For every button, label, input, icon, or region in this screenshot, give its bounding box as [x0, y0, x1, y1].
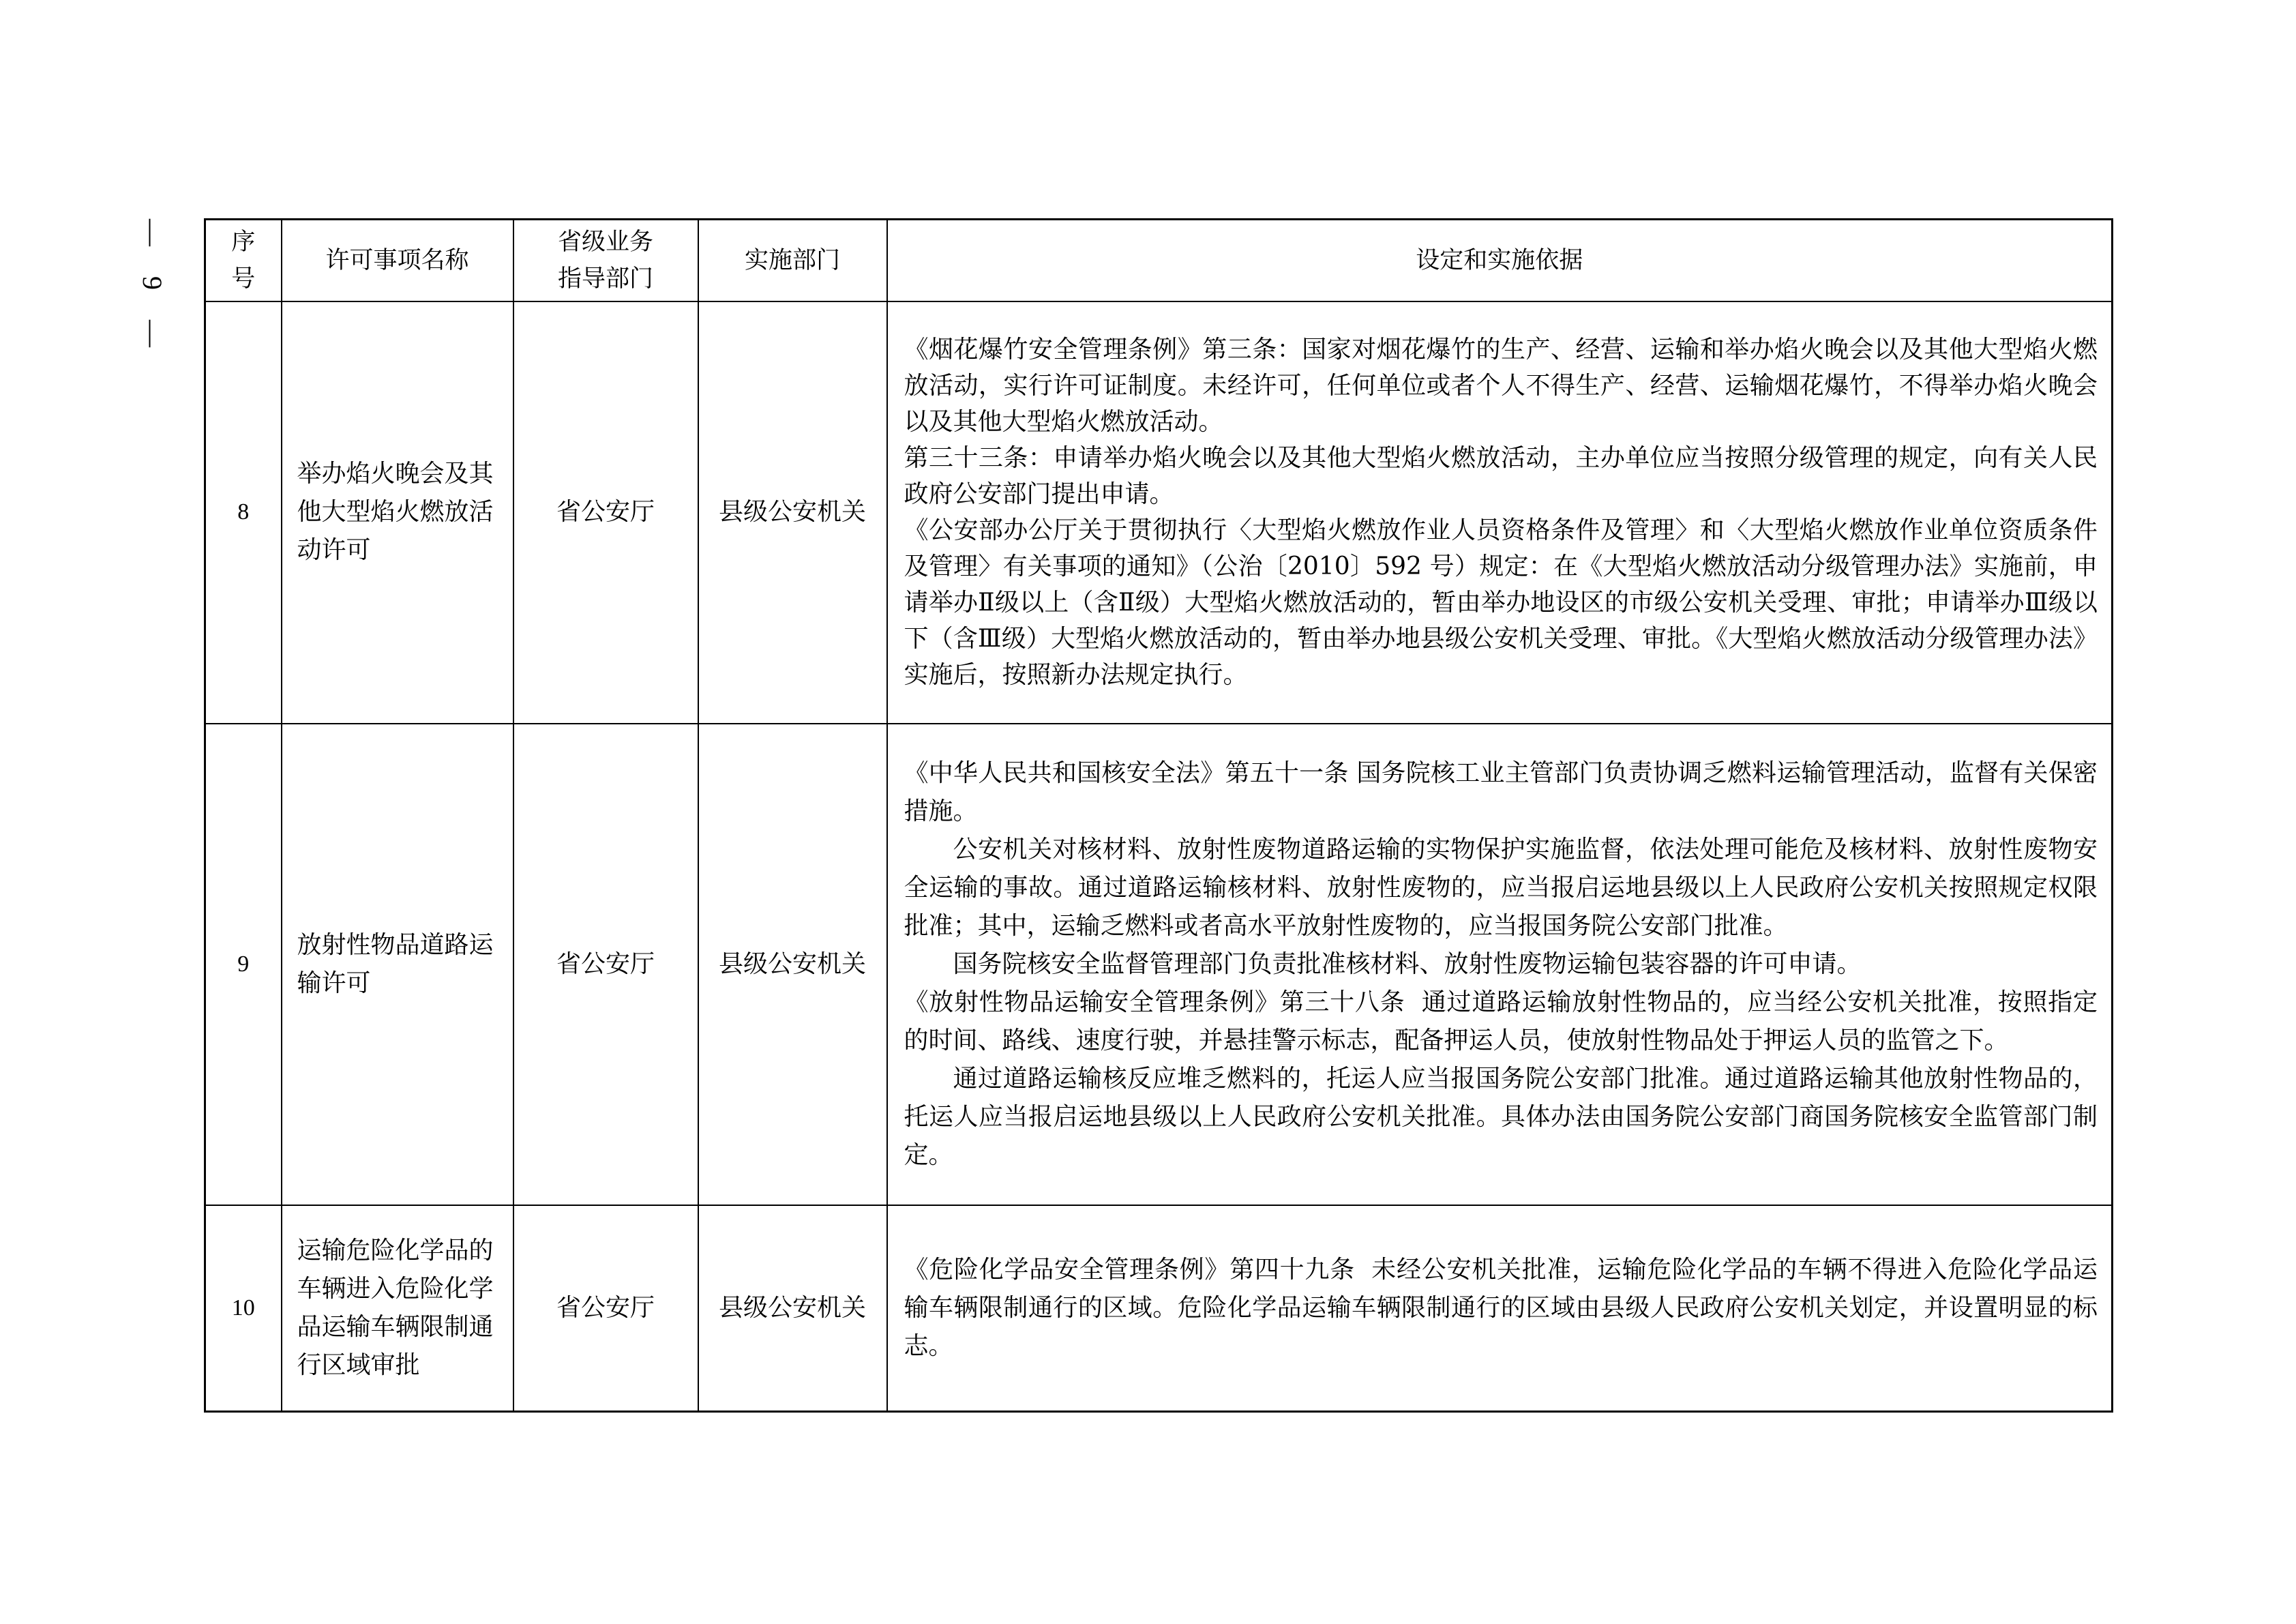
- basis-paragraph: 通过道路运输核反应堆乏燃料的，托运人应当报国务院公安部门批准。通过道路运输其他放射性物品的，托运人应当报启运地县级以上人民政府公安机关批准。具体办法由国务院公安部门商国务院核安全监管部门制定。: [904, 1064, 2098, 1169]
- serial-number: 8: [237, 499, 250, 525]
- guidance-dept-cell: [513, 724, 698, 1205]
- header-permit-name-label: 许可事项名称: [325, 246, 469, 274]
- basis-paragraph: 《公安部办公厅关于贯彻执行〈大型焰火燃放作业人员资格条件及管理〉和〈大型焰火燃放作业单位资质条件及管理〉有关事项的通知》（公治〔2010〕592 号）规定：在《大型焰火燃放活动分级管理办法》实施前，申请举办Ⅱ级以上（含Ⅱ级）大型焰火燃放活动的，暂由举办地设区的市级公安机关受理、审批；申请举办Ⅲ级以下（含Ⅲ级）大型焰火燃放活动的，暂由举办地县级公安机关受理、审批。《大型焰火燃放活动分级管理办法》实施后，按照新办法规定执行。: [904, 516, 2098, 689]
- table-header-row: [205, 220, 2113, 301]
- basis-paragraph: 《中华人民共和国核安全法》第五十一条 国务院核工业主管部门负责协调乏燃料运输管理活动，监督有关保密措施。: [904, 758, 2098, 825]
- implementing-dept: 县级公安机关: [718, 1293, 866, 1322]
- header-serial-number: [205, 220, 282, 301]
- header-implementing-dept: [698, 220, 887, 301]
- guidance-dept: 省公安厅: [556, 949, 655, 978]
- basis-cell: [887, 1205, 2113, 1412]
- basis-paragraph: 公安机关对核材料、放射性废物道路运输的实物保护实施监督，依法处理可能危及核材料、放射性废物安全运输的事故。通过道路运输核材料、放射性废物的，应当报启运地县级以上人民政府公安机关按照规定权限批准；其中，运输乏燃料或者高水平放射性废物的，应当报国务院公安部门批准。: [904, 835, 2098, 940]
- implementing-dept: 县级公安机关: [718, 949, 866, 978]
- guidance-dept-cell: [513, 1205, 698, 1412]
- header-guidance-dept-label: 省级业务指导部门: [557, 228, 653, 293]
- basis-cell: [887, 301, 2113, 724]
- table-row: [205, 724, 2113, 1205]
- permit-table: [204, 218, 2113, 1413]
- header-permit-name: [282, 220, 513, 301]
- header-implementing-dept-label: 实施部门: [744, 246, 840, 274]
- permit-name: 放射性物品道路运输许可: [297, 930, 494, 997]
- serial-number-cell: [205, 724, 282, 1205]
- page-number: — 9 —: [137, 219, 168, 347]
- permit-name: 举办焰火晚会及其他大型焰火燃放活动许可: [297, 460, 494, 564]
- table-header: [205, 220, 2113, 301]
- basis-text: [904, 331, 2098, 693]
- serial-number: 10: [231, 1295, 255, 1320]
- basis-text: [904, 754, 2098, 1175]
- basis-paragraph: 《放射性物品运输安全管理条例》第三十八条 通过道路运输放射性物品的，应当经公安机关批准，按照指定的时间、路线、速度行驶，并悬挂警示标志，配备押运人员，使放射性物品处于押运人员的监管之下。: [904, 988, 2098, 1054]
- basis-cell: [887, 724, 2113, 1205]
- basis-paragraph: 第三十三条：申请举办焰火晚会以及其他大型焰火燃放活动，主办单位应当按照分级管理的规定，向有关人民政府公安部门提出申请。: [904, 444, 2098, 508]
- permit-name-cell: [282, 301, 513, 724]
- permit-name-cell: [282, 724, 513, 1205]
- guidance-dept: 省公安厅: [556, 1293, 655, 1322]
- guidance-dept: 省公安厅: [556, 498, 655, 526]
- implementing-dept-cell: [698, 1205, 887, 1412]
- basis-paragraph: 国务院核安全监督管理部门负责批准核材料、放射性废物运输包装容器的许可申请。: [953, 949, 1862, 978]
- permit-name-cell: [282, 1205, 513, 1412]
- serial-number-cell: [205, 1205, 282, 1412]
- table-row: [205, 1205, 2113, 1412]
- basis-text: [904, 1251, 2098, 1365]
- basis-paragraph: 《危险化学品安全管理条例》第四十九条 未经公安机关批准，运输危险化学品的车辆不得进入危险化学品运输车辆限制通行的区域。危险化学品运输车辆限制通行的区域由县级人民政府公安机关划定，并设置明显的标志。: [904, 1255, 2098, 1360]
- header-guidance-dept: [513, 220, 698, 301]
- header-basis: [887, 220, 2113, 301]
- guidance-dept-cell: [513, 301, 698, 724]
- implementing-dept-cell: [698, 724, 887, 1205]
- serial-number-cell: [205, 301, 282, 724]
- implementing-dept-cell: [698, 301, 887, 724]
- header-basis-label: 设定和实施依据: [1416, 246, 1583, 274]
- table-row: [205, 301, 2113, 724]
- table-body: [205, 301, 2113, 1412]
- header-serial-number-label: 序号: [231, 228, 256, 293]
- basis-paragraph: 《烟花爆竹安全管理条例》第三条：国家对烟花爆竹的生产、经营、运输和举办焰火晚会以及其他大型焰火燃放活动，实行许可证制度。未经许可，任何单位或者个人不得生产、经营、运输烟花爆竹，不得举办焰火晚会以及其他大型焰火燃放活动。: [904, 336, 2098, 436]
- serial-number: 9: [237, 951, 250, 977]
- implementing-dept: 县级公安机关: [718, 498, 866, 526]
- permit-name: 运输危险化学品的车辆进入危险化学品运输车辆限制通行区域审批: [297, 1236, 494, 1379]
